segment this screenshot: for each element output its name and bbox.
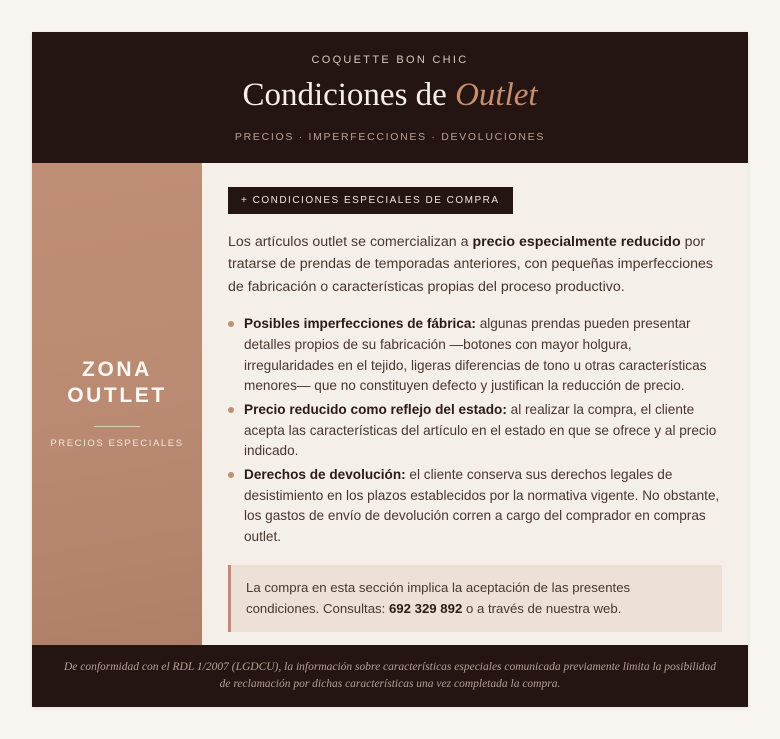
header-subnav: PRECIOS · IMPERFECCIONES · DEVOLUCIONES [234,130,546,143]
brand-name: COQUETTE BON CHIC [311,54,469,66]
conditions-list [228,314,722,547]
card-body [32,163,748,645]
legal-footer: De conformidad con el RDL 1/2007 (LGDCU), la información sobre características especiales comunicada previamente limita la posibilidad de reclamación por dichas características una vez completada la compra. [32,645,748,708]
conditions-card [32,32,748,707]
page-title-accent: Outlet [455,77,538,113]
conditions-pill-button[interactable]: + CONDICIONES ESPECIALES DE COMPRA [228,187,513,214]
list-item-title: Posibles imperfecciones de fábrica: [244,316,476,332]
page-title-main: Condiciones de [242,77,447,113]
list-item-text: al realizar la compra, el cliente acepta las características del artículo en el estado en que se ofrece y al precio indicado. [244,401,717,459]
list-item-text: algunas prendas pueden presentar detalles propios de su fabricación —botones con mayor holgura, irregularidades en el tejido, ligeras diferencias de tono u otras características menores— que no constituyen defecto y justifican la reducción de precio. [244,316,707,394]
intro-text-2: por tratarse de prendas de temporadas anteriores, con pequeñas imperfecciones de fabricación o características propias del proceso productivo. [228,233,714,295]
contact-phone[interactable]: 692 329 892 [388,600,463,616]
intro-text-1: Los artículos outlet se comercializan a [228,233,473,250]
sidebar-title: ZONA OUTLET [67,358,167,408]
sidebar-zona-outlet [32,163,202,645]
list-item [228,400,722,462]
content-column [202,163,748,645]
list-item [228,465,722,548]
notice-text-1: La compra en esta sección implica la aceptación de las presentes condiciones. Consultas: [246,580,631,616]
sidebar-divider [94,426,140,427]
list-item-text: el cliente conserva sus derechos legales de desistimiento en los plazos establecidos por la normativa vigente. No obstante, los gastos de envío de devolución corren a cargo del comprador en compras outlet. [244,466,720,544]
list-item [228,314,722,397]
list-item-title: Derechos de devolución: [244,466,406,482]
list-item-title: Precio reducido como reflejo del estado: [244,401,507,417]
notice-box [228,565,722,632]
card-header [32,32,748,163]
intro-highlight: precio especialmente reducido [472,233,681,250]
sidebar-subtitle: PRECIOS ESPECIALES [50,437,184,449]
intro-paragraph [228,231,722,298]
page-title [52,77,728,115]
notice-text-2: o a través de nuestra web. [462,600,622,616]
